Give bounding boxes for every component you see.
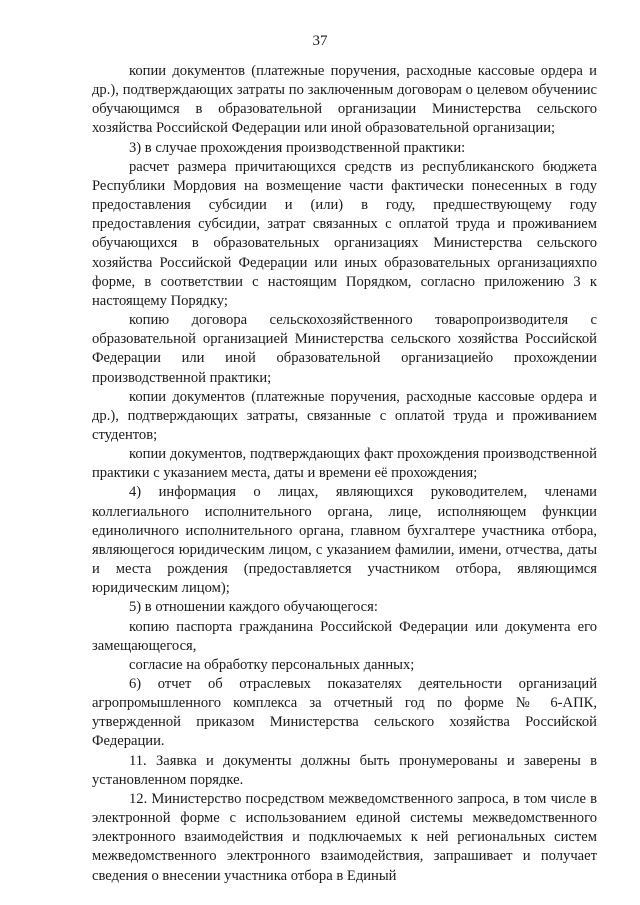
paragraph: 4) информация о лицах, являющихся руководителем, членами коллегиального исполнительного органа, лице, исполняющем функции единоличного исполнительного органа, главном бухгалтере участника отбора, являющегося юридическим лицом, с указанием фамилии, имени, отчества, даты и места рождения (предоставляется участником отбора, являющимся юридическим лицом); bbox=[92, 484, 597, 597]
page-number: 37 bbox=[312, 33, 328, 49]
document-body bbox=[92, 62, 597, 886]
paragraph: копию паспорта гражданина Российской Федерации или документа его замещающегося, bbox=[92, 618, 597, 654]
paragraph: копии документов (платежные поручения, расходные кассовые ордера и др.), подтверждающих затраты, связанные с оплатой труда и проживанием студентов; bbox=[92, 388, 597, 443]
paragraph: копию договора сельскохозяйственного товаропроизводителя с образовательной организацией Министерства сельского хозяйства Российской Федерации или иной образовательной организациейо прохождении производственной практики; bbox=[92, 312, 597, 386]
paragraph: согласие на обработку персональных данных; bbox=[129, 656, 415, 673]
paragraph: копии документов, подтверждающих факт прохождения производственной практики с указанием места, даты и времени её прохождения; bbox=[92, 446, 597, 482]
paragraph: расчет размера причитающихся средств из республиканского бюджета Республики Мордовия на возмещение части фактически понесенных в году предоставления субсидии и (или) в году, предшествующему году предоставления субсидии, затрат связанных с оплатой труда и проживанием обучающихся в образовательных организациях Министерства сельского хозяйства Российской Федерации или иных образовательных организацияхпо форме, в соответствии с настоящим Порядком, согласно приложению 3 к настоящему Порядку; bbox=[92, 158, 597, 309]
paragraph: 12. Министерство посредством межведомственного запроса, в том числе в электронной форме с использованием единой системы межведомственного электронного взаимодействия и подключаемых к ней региональных систем межведомственного электронного взаимодействия, запрашивает и получает сведения о внесении участника отбора в Единый bbox=[92, 790, 597, 884]
paragraph: 3) в случае прохождения производственной практики: bbox=[129, 139, 466, 156]
paragraph: 5) в отношении каждого обучающегося: bbox=[129, 599, 378, 616]
paragraph: 11. Заявка и документы должны быть пронумерованы и заверены в установленном порядке. bbox=[92, 752, 597, 788]
paragraph: 6) отчет об отраслевых показателях деятельности организаций агропромышленного комплекса за отчетный год по форме № 6-АПК, утвержденной приказом Министерства сельского хозяйства Российской Федерации. bbox=[92, 676, 597, 750]
paragraph: копии документов (платежные поручения, расходные кассовые ордера и др.), подтверждающих затраты по заключенным договорам о целевом обучениис обучающимся в образовательной организации Министерства сельского хозяйства Российской Федерации или иной образовательной организации; bbox=[92, 63, 597, 137]
